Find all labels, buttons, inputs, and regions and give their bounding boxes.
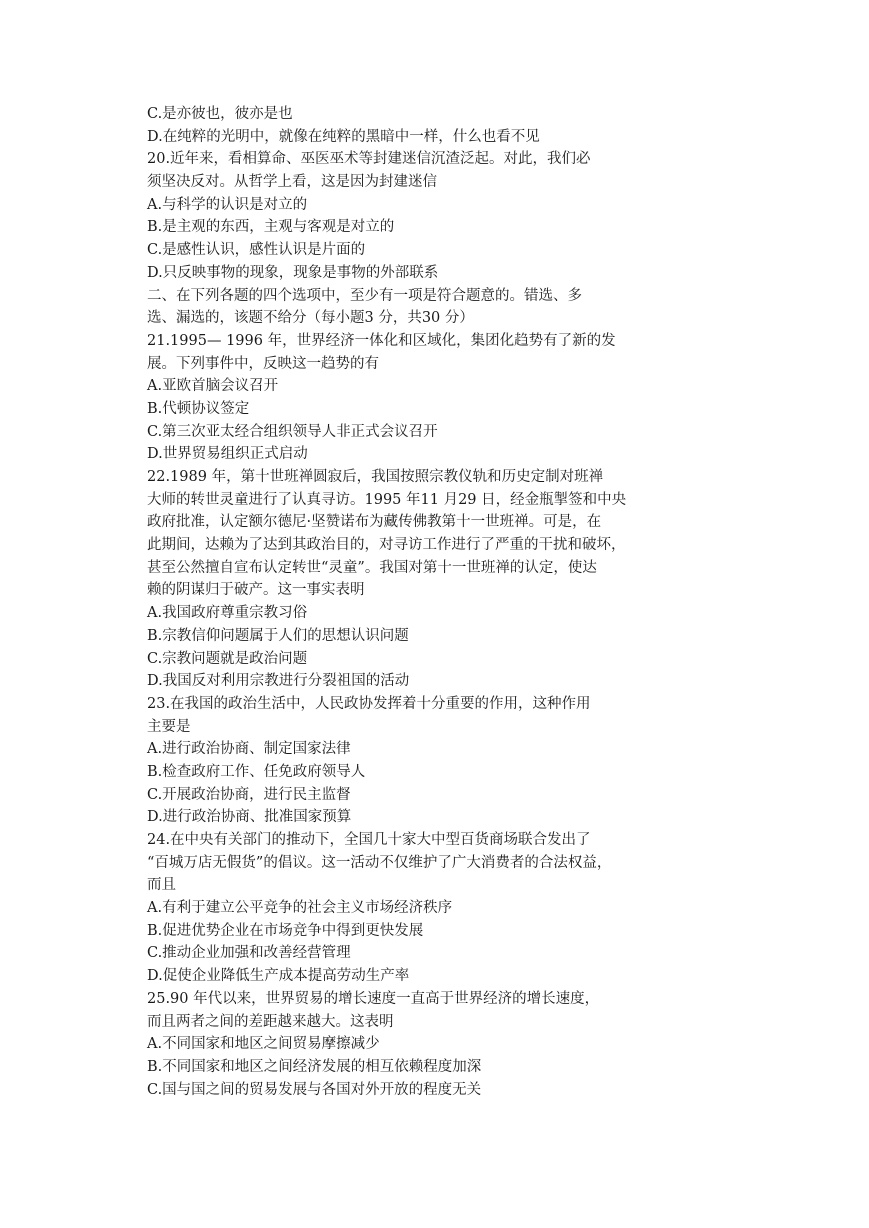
text-line: 此期间，达赖为了达到其政治目的，对寻访工作进行了严重的干扰和破坏， [147, 537, 626, 554]
text-line: A.我国政府尊重宗教习俗 [147, 605, 308, 622]
text-line: A.与科学的认识是对立的 [147, 196, 308, 213]
text-line: 政府批准，认定额尔德尼·坚赞诺布为藏传佛教第十一世班禅。可是，在 [147, 514, 602, 531]
text-line: 20.近年来，看相算命、巫医巫术等封建迷信沉渣泛起。对此，我们必 [147, 151, 591, 168]
text-line: C.宗教问题就是政治问题 [147, 650, 308, 667]
text-line: 赖的阴谋归于破产。这一事实表明 [147, 582, 365, 599]
text-line: B.不同国家和地区之间经济发展的相互依赖程度加深 [147, 1058, 482, 1075]
text-line: A.有利于建立公平竞争的社会主义市场经济秩序 [147, 900, 453, 917]
text-line: B.宗教信仰问题属于人们的思想认识问题 [147, 627, 409, 644]
text-line: 选、漏选的，该题不给分（每小题3 分，共30 分） [147, 310, 474, 327]
text-line: B.检查政府工作、任免政府领导人 [147, 763, 366, 780]
document-page [147, 103, 847, 1101]
text-line: A.进行政治协商、制定国家法律 [147, 741, 351, 758]
text-line: D.我国反对利用宗教进行分裂祖国的活动 [147, 673, 410, 690]
text-line: D.世界贸易组织正式启动 [147, 446, 308, 463]
text-line: D.进行政治协商、批准国家预算 [147, 809, 352, 826]
text-line: 甚至公然擅自宣布认定转世“灵童”。我国对第十一世班禅的认定，使达 [147, 559, 597, 576]
text-line: 而且 [147, 877, 176, 894]
text-line: C.开展政治协商，进行民主监督 [147, 786, 351, 803]
text-line: “百城万店无假货”的倡议。这一活动不仅维护了广大消费者的合法权益， [147, 854, 612, 871]
text-line: D.在纯粹的光明中，就像在纯粹的黑暗中一样，什么也看不见 [147, 128, 540, 145]
text-line: C.第三次亚太经合组织领导人非正式会议召开 [147, 423, 438, 440]
text-line: 须坚决反对。从哲学上看，这是因为封建迷信 [147, 174, 437, 191]
text-line: B.代顿协议签定 [147, 400, 250, 417]
text-line: 23.在我国的政治生活中，人民政协发挥着十分重要的作用，这种作用 [147, 695, 591, 712]
text-line: C.是亦彼也，彼亦是也 [147, 106, 293, 122]
text-line: D.只反映事物的现象，现象是事物的外部联系 [147, 264, 439, 281]
text-line: B.是主观的东西，主观与客观是对立的 [147, 219, 395, 236]
text-line: 而且两者之间的差距越来越大。这表明 [147, 1013, 394, 1030]
text-line: 大师的转世灵童进行了认真寻访。1995 年11 月29 日，经金瓶掣签和中央 [147, 491, 627, 508]
text-line: A.亚欧首脑会议召开 [147, 378, 279, 395]
text-line: 21.1995— 1996 年，世界经济一体化和区域化，集团化趋势有了新的发 [147, 332, 616, 349]
text-line: 展。下列事件中，反映这一趋势的有 [147, 355, 379, 372]
text-line: C.国与国之间的贸易发展与各国对外开放的程度无关 [147, 1081, 482, 1098]
text-line: 二、在下列各题的四个选项中，至少有一项是符合题意的。错选、多 [147, 287, 582, 304]
text-line: C.是感性认识，感性认识是片面的 [147, 242, 366, 259]
text-line: 主要是 [147, 718, 191, 735]
text-line: 25.90 年代以来，世界贸易的增长速度一直高于世界经济的增长速度， [147, 990, 600, 1007]
text-line: A.不同国家和地区之间贸易摩擦减少 [147, 1036, 380, 1053]
text-line: B.促进优势企业在市场竞争中得到更快发展 [147, 922, 424, 939]
text-line: 22.1989 年，第十世班禅圆寂后，我国按照宗教仪轨和历史定制对班禅 [147, 469, 604, 485]
text-line: 24.在中央有关部门的推动下，全国几十家大中型百货商场联合发出了 [147, 832, 591, 848]
text-line: C.推动企业加强和改善经营管理 [147, 945, 351, 962]
text-line: D.促使企业降低生产成本提高劳动生产率 [147, 968, 410, 985]
